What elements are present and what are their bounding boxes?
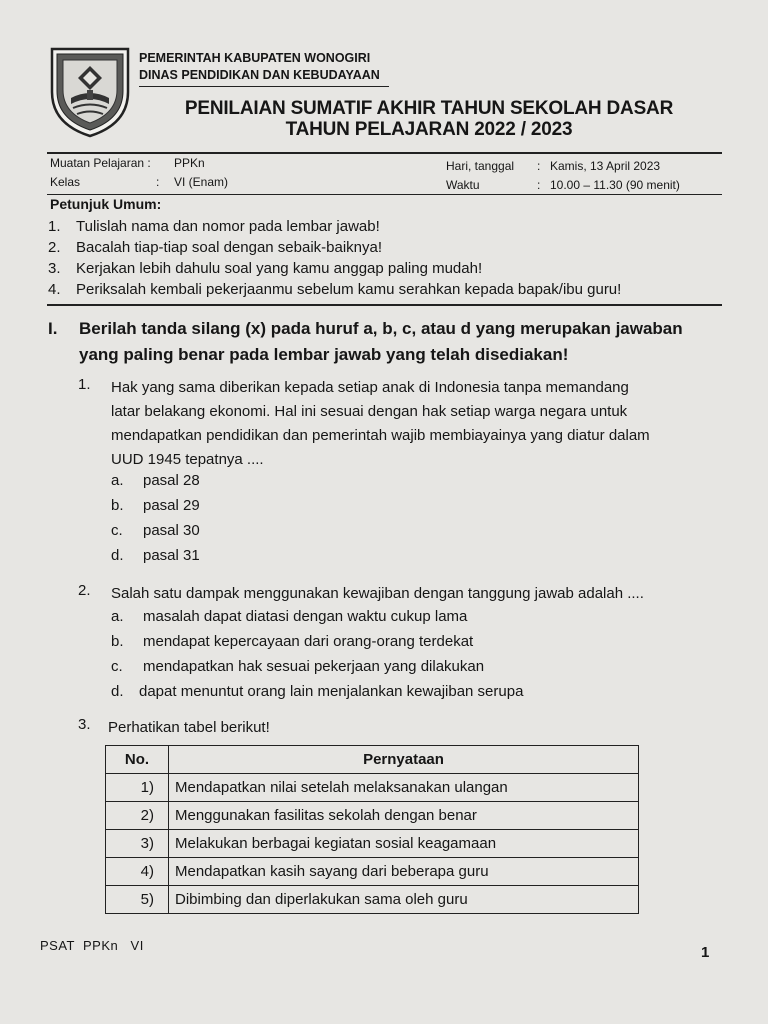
question-text — [108, 716, 270, 740]
option-c — [111, 658, 484, 675]
section-instruction — [48, 316, 728, 368]
exam-title — [139, 98, 719, 140]
question-text — [111, 376, 650, 472]
info-divider — [47, 194, 722, 195]
option-text: pasal 28 — [143, 472, 200, 489]
class-label: Kelas — [50, 175, 81, 189]
question-number: 1. — [78, 376, 91, 393]
instructions-divider — [47, 304, 722, 306]
date-value: Kamis, 13 April 2023 — [550, 159, 661, 173]
instruction-text: Periksalah kembali pekerjaanmu sebelum kamu serahkan kepada bapak/ibu guru! — [76, 281, 622, 298]
option-letter: a. — [111, 472, 124, 489]
option-letter: d. — [111, 547, 124, 564]
table-header-statement: Pernyataan — [169, 746, 639, 774]
section-roman-numeral: I. — [48, 319, 58, 338]
option-text: mendapatkan hak sesuai pekerjaan yang dilakukan — [143, 658, 485, 675]
instruction-number: 1. — [48, 218, 61, 235]
institution-line-1: PEMERINTAH KABUPATEN WONOGIRI — [139, 51, 371, 65]
section-line-1: Berilah tanda silang (x) pada huruf a, b, c, atau d yang merupakan jawaban — [79, 319, 683, 338]
row-statement: Mendapatkan kasih sayang dari beberapa guru — [169, 858, 639, 886]
date-label: Hari, tanggal — [446, 159, 515, 173]
option-a — [111, 608, 467, 625]
wonogiri-regency-emblem-logo — [49, 46, 131, 138]
table-header-no: No. — [106, 746, 169, 774]
option-letter: b. — [111, 497, 124, 514]
instruction-text: Bacalah tiap-tiap soal dengan sebaik-baiknya! — [76, 239, 383, 256]
option-d — [111, 683, 523, 700]
table-row — [106, 858, 639, 886]
time-colon: : — [537, 178, 541, 192]
instruction-number: 3. — [48, 260, 61, 277]
option-text: pasal 31 — [143, 547, 200, 564]
option-b — [111, 497, 200, 514]
section-line-2: yang paling benar pada lembar jawab yang telah disediakan! — [79, 345, 569, 364]
row-number: 2) — [106, 802, 169, 830]
table-row — [106, 774, 639, 802]
row-statement: Dibimbing dan diperlakukan sama oleh guru — [169, 886, 639, 914]
question-line: UUD 1945 tepatnya .... — [111, 451, 264, 468]
question-line: Perhatikan tabel berikut! — [108, 719, 270, 736]
time-value: 10.00 – 11.30 (90 menit) — [550, 178, 680, 192]
option-letter: c. — [111, 522, 123, 539]
instruction-text: Kerjakan lebih dahulu soal yang kamu anggap paling mudah! — [76, 260, 483, 277]
row-statement: Menggunakan fasilitas sekolah dengan benar — [169, 802, 639, 830]
class-value: VI (Enam) — [174, 175, 229, 189]
row-number: 3) — [106, 830, 169, 858]
question-text — [111, 582, 644, 606]
instruction-text: Tulislah nama dan nomor pada lembar jawab! — [76, 218, 380, 235]
question-line: latar belakang ekonomi. Hal ini sesuai dengan hak setiap warga negara untuk — [111, 403, 628, 420]
option-text: mendapat kepercayaan dari orang-orang terdekat — [143, 633, 474, 650]
time-label: Waktu — [446, 178, 480, 192]
option-a — [111, 472, 200, 489]
table-header-row — [106, 746, 639, 774]
question-number: 2. — [78, 582, 91, 599]
instruction-number: 2. — [48, 239, 61, 256]
row-number: 1) — [106, 774, 169, 802]
table-row — [106, 886, 639, 914]
option-text: masalah dapat diatasi dengan waktu cukup lama — [143, 608, 468, 625]
row-statement: Mendapatkan nilai setelah melaksanakan ulangan — [169, 774, 639, 802]
instruction-item — [48, 237, 621, 258]
instruction-item — [48, 279, 621, 300]
option-letter: b. — [111, 633, 124, 650]
row-statement: Melakukan berbagai kegiatan sosial keagamaan — [169, 830, 639, 858]
option-letter: a. — [111, 608, 124, 625]
option-c — [111, 522, 200, 539]
exam-title-line-1: PENILAIAN SUMATIF AKHIR TAHUN SEKOLAH DASAR — [184, 98, 674, 119]
option-letter: c. — [111, 658, 123, 675]
option-text: dapat menuntut orang lain menjalankan kewajiban serupa — [139, 683, 524, 700]
instruction-item — [48, 258, 621, 279]
question-line: Salah satu dampak menggunakan kewajiban dengan tanggung jawab adalah .... — [111, 585, 644, 602]
institution-underline — [139, 86, 389, 87]
footer-exam-code: PSAT PPKn VI — [40, 938, 144, 953]
question-line: Hak yang sama diberikan kepada setiap anak di Indonesia tanpa memandang — [111, 379, 629, 396]
subject-value: PPKn — [174, 156, 205, 170]
header-divider — [47, 152, 722, 154]
row-number: 5) — [106, 886, 169, 914]
subject-label: Muatan Pelajaran : — [50, 156, 151, 170]
class-colon: : — [156, 175, 160, 189]
option-d — [111, 547, 200, 564]
instructions-list — [48, 216, 621, 300]
option-letter: d. — [111, 683, 124, 700]
option-text: pasal 30 — [143, 522, 200, 539]
question-line: mendapatkan pendidikan dan pemerintah wajib membiayainya yang diatur dalam — [111, 427, 650, 444]
instruction-number: 4. — [48, 281, 61, 298]
option-text: pasal 29 — [143, 497, 200, 514]
table-row — [106, 802, 639, 830]
statement-table — [105, 745, 639, 914]
instructions-title: Petunjuk Umum: — [50, 196, 162, 212]
option-b — [111, 633, 473, 650]
exam-title-line-2: TAHUN PELAJARAN 2022 / 2023 — [285, 119, 573, 140]
page-number: 1 — [701, 944, 710, 961]
table-row — [106, 830, 639, 858]
institution-line-2: DINAS PENDIDIKAN DAN KEBUDAYAAN — [139, 68, 380, 82]
institution-heading — [139, 50, 380, 84]
instruction-item — [48, 216, 621, 237]
date-colon: : — [537, 159, 541, 173]
question-number: 3. — [78, 716, 91, 733]
row-number: 4) — [106, 858, 169, 886]
